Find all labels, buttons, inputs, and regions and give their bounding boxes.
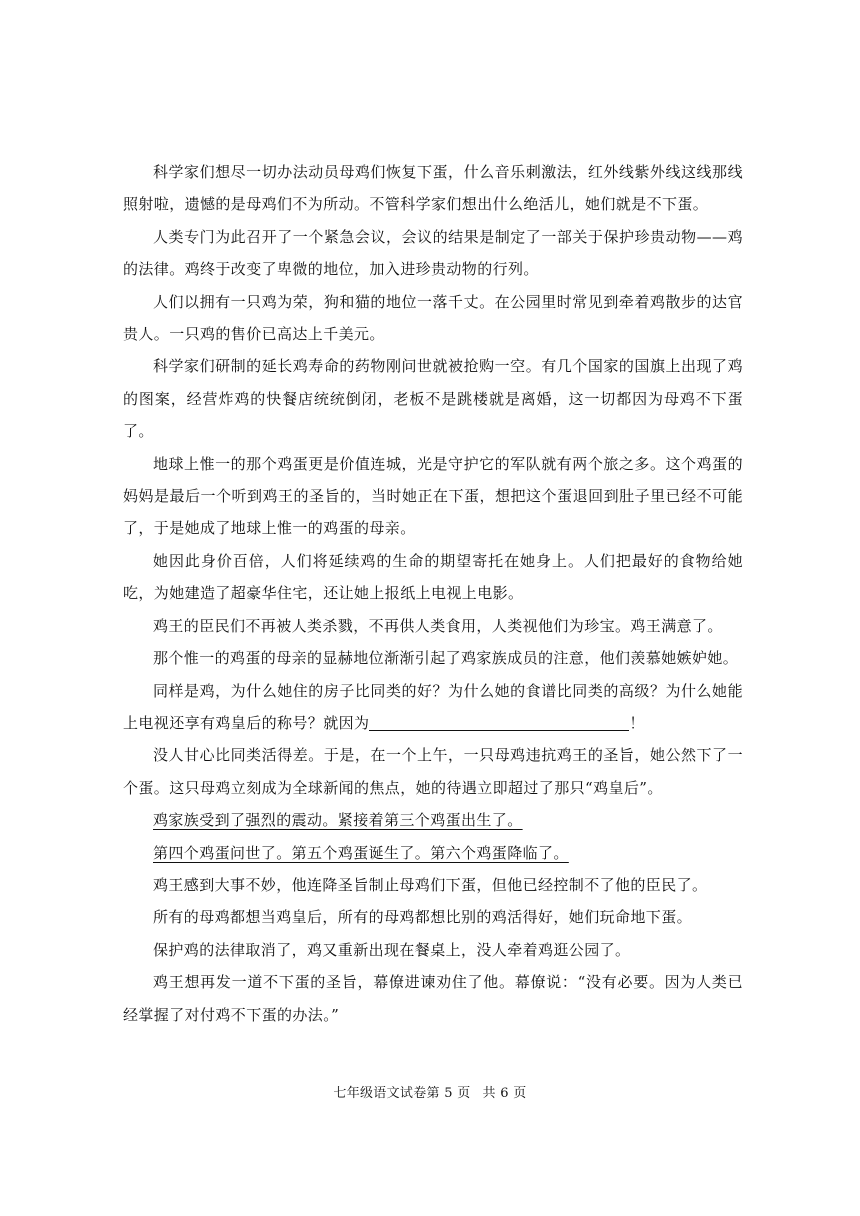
paragraph-4: 科学家们研制的延长鸡寿命的药物刚问世就被抢购一空。有几个国家的国旗上出现了鸡的图案，经营炸鸡的快餐店统统倒闭，老板不是跳楼就是离婚，这一切都因为母鸡不下蛋了。 [123, 357, 743, 441]
question-text: 同样是鸡，为什么她住的房子比同类的好？为什么她的食谱比同类的高级？为什么她能上电视还享有鸡皇后的称号？就因为 [123, 681, 743, 732]
paragraph-10 [123, 804, 743, 836]
underlined-sentence-1: 鸡家族受到了强烈的震动。紧接着第三个鸡蛋出生了。 [153, 811, 523, 830]
paragraph-11 [123, 837, 743, 869]
page-footer [0, 1082, 860, 1101]
document-body [123, 156, 743, 1031]
page-number: 七年级语文试卷第 5 页 [333, 1086, 471, 1101]
paragraph-9: 没人甘心比同类活得差。于是，在一个上午，一只母鸡违抗鸡王的圣旨，她公然下了一个蛋。这只母鸡立刻成为全球新闻的焦点，她的待遇立即超过了那只“鸡皇后”。 [123, 746, 743, 797]
paragraph-15: 鸡王想再发一道不下蛋的圣旨，幕僚进谏劝住了他。幕僚说：“没有必要。因为人类已经掌握了对付鸡不下蛋的办法。” [123, 973, 743, 1024]
question-end: ！ [629, 713, 645, 732]
underlined-sentence-2: 第四个鸡蛋问世了。第五个鸡蛋诞生了。第六个鸡蛋降临了。 [153, 843, 569, 862]
paragraph-14: 保护鸡的法律取消了，鸡又重新出现在餐桌上，没人牵着鸡逛公园了。 [153, 940, 631, 959]
paragraph-8: 那个惟一的鸡蛋的母亲的显赫地位渐渐引起了鸡家族成员的注意，他们羡慕她嫉妒她。 [153, 649, 739, 668]
paragraph-2: 人类专门为此召开了一个紧急会议，会议的结果是制定了一部关于保护珍贵动物——鸡的法律。鸡终于改变了卑微的地位，加入进珍贵动物的行列。 [123, 227, 743, 279]
paragraph-7: 鸡王的臣民们不再被人类杀戮，不再供人类食用，人类视他们为珍宝。鸡王满意了。 [153, 616, 723, 635]
paragraph-5: 地球上惟一的那个鸡蛋更是价值连城，光是守护它的军队就有两个旅之多。这个鸡蛋的妈妈是最后一个听到鸡王的圣旨的，当时她正在下蛋，想把这个蛋退回到肚子里已经不可能了，于是她成了地球上惟一的鸡蛋的母亲。 [123, 454, 743, 538]
paragraph-3: 人们以拥有一只鸡为荣，狗和猫的地位一落千丈。在公园里时常见到牵着鸡散步的达官贵人。一只鸡的售价已高达上千美元。 [123, 292, 743, 344]
total-pages: 共 6 页 [482, 1086, 527, 1101]
paragraph-6: 她因此身价百倍，人们将延续鸡的生命的期望寄托在她身上。人们把最好的食物给她吃，为她建造了超豪华住宅，还让她上报纸上电视上电影。 [123, 551, 743, 603]
paragraph-1: 科学家们想尽一切办法动员母鸡们恢复下蛋，什么音乐刺激法，红外线紫外线这线那线照射啦，遗憾的是母鸡们不为所动。不管科学家们想出什么绝活儿，她们就是不下蛋。 [123, 163, 743, 214]
paragraph-12: 鸡王感到大事不妙，他连降圣旨制止母鸡们下蛋，但他已经控制不了他的臣民了。 [153, 875, 708, 894]
answer-blank[interactable] [369, 712, 629, 731]
paragraph-13: 所有的母鸡都想当鸡皇后，所有的母鸡都想比别的鸡活得好，她们玩命地下蛋。 [153, 908, 693, 927]
question-paragraph [123, 675, 743, 740]
